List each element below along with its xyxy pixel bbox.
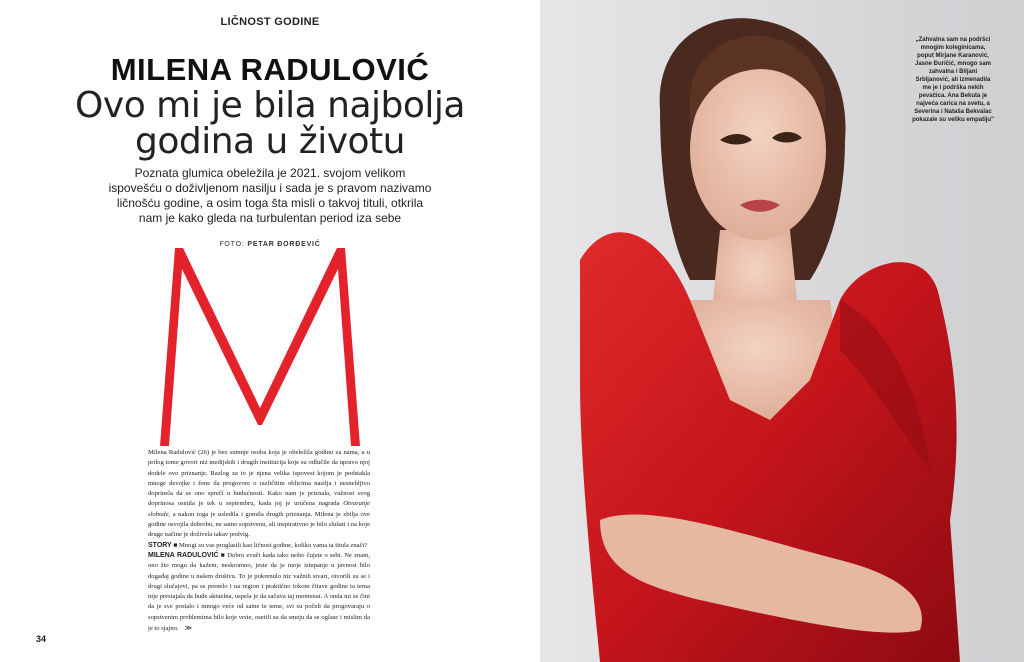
answer-paragraph: MILENA RADULOVIĆ ■ Dobro zvuči kada tako nešto čujete o sebi. Ne znam, ono što mogu da kažem, neskromno, jeste da je moje istupanje u javnost bilo događaj godine u našem društvu. To je pokrenulo niz važnih stvari, otvorili su se i drugi slučajevi, pa se prenelo i na region i praktično tokom čitave godine ta tema nije prestajala da bude aktuelna, uspela je da sačuva taj momenat. A onda mi se čini da je sve postalo i mnogo veće od same te teme, svi su počeli da progovaraju o sopstvenim problemima bilo koje vrste, osetili su da smeju da se oglase i mislim da je to sjajno. ≫ xyxy=(148,551,371,633)
question-paragraph: STORY ■ Mnogi su vas proglasili kao ličnost godine, koliko vama ta titula znači? xyxy=(148,541,368,549)
question-label: STORY xyxy=(148,541,172,549)
article-name: MILENA RADULOVIĆ xyxy=(110,52,430,87)
answer-text: Dobro zvuči kada tako nešto čujete o sebi. Ne znam, ono što mogu da kažem, neskromno, jeste da je moje istupanje u javnost bilo događaj godine u našem društvu. To je pokrenulo niz važnih stvari, otvorili su se i drugi slučajevi, pa se prenelo i na region i praktično tokom čitave godine ta tema nije prestajala da bude aktuelna, uspela je da sačuva taj momenat. A onda mi se čini da je sve postalo i mnogo veće od same te teme, svi su počeli da progovaraju o sopstvenim problemima bilo koje vrste, osetili su da smeju da se oglase i mislim da je to sjajno. xyxy=(148,551,371,633)
continue-arrow-icon: ≫ xyxy=(184,624,192,633)
photo-credit-label: FOTO: xyxy=(219,241,245,248)
drop-cap xyxy=(155,243,365,448)
article-body xyxy=(148,448,370,634)
standfirst-line-4: nam je kako gleda na turbulentan period iza sebe xyxy=(138,211,402,225)
section-label: LIČNOST GODINE xyxy=(220,16,320,28)
award-name: Otvaranje slobode xyxy=(148,500,370,518)
headline-line-1: Ovo mi je bila najbolja xyxy=(75,85,465,126)
headline-line-2: godina u životu xyxy=(135,121,405,162)
page-number: 34 xyxy=(36,634,47,644)
answer-label: MILENA RADULOVIĆ xyxy=(148,551,219,559)
standfirst-line-1: Poznata glumica obeležila je 2021. svojom velikom xyxy=(134,166,406,180)
standfirst-line-2: ispovešću o doživljenom nasilju i sada je s pravom nazivamo xyxy=(108,181,432,195)
standfirst xyxy=(100,166,440,226)
intro-paragraph: Milena Radulović (26) je bez sumnje osoba koja je obeležila godinu za nama, a u prilog tome govori niz medijskih i drugih institucija koje su odlučile da upravo njoj dodele ovo priznanje. Razlog za to je njena velika ispovest kojom je podstakla mnoge devojke i žene da progovore o različitim oblicima nasilja i nesnebljivo doprinela da se ono sprečí u budućnosti. Kako nam je priznala, važnost svog doprinosa osetila je tek u septembru, kada joj je uručena nagrada Otvaranje slobode, a nakon toga je usledila i gomila drugih priznanja. Milena je zbilja ove godine osvojila dobrobu, ne samo sopstvenu, ali inspirativno je bilo slušati i na koje druge načine je doživela takav podvig. xyxy=(148,449,370,539)
drop-cap-letter xyxy=(160,248,360,446)
right-page-photo xyxy=(540,0,1024,662)
question-text: Mnogi su vas proglasili kao ličnost godine, koliko vama ta titula znači? xyxy=(179,541,368,549)
pull-quote: „Zahvalna sam na podršci mnogim koleginicama, poput Mirjane Karanović, Jasne Đuričić, mnogo sam zahvalna i Biljani Srbljanović, ali izmenadila me je i podrška nekih pevačica. Ana Bekuta je najveća carica na svetu, a Severina i Nataša Bekvalac pokazale su veliku empatiju" xyxy=(912,37,994,123)
headline xyxy=(0,85,540,162)
photo-credit-name: PETAR ĐORĐEVIĆ xyxy=(247,241,321,248)
standfirst-line-3: ličnošću godine, a osim toga šta misli o takvoj tituli, otkrila xyxy=(116,196,424,210)
